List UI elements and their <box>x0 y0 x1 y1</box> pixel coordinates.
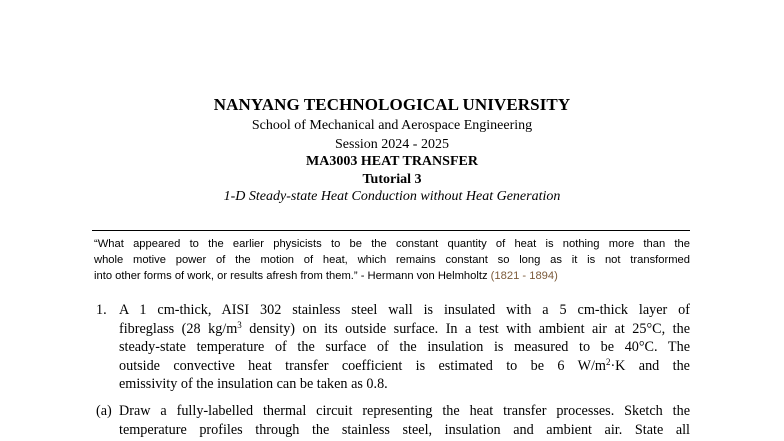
tutorial-subtitle: 1-D Steady-state Heat Conduction without Heat Generation <box>223 189 561 204</box>
quote-line <box>94 268 690 284</box>
helmholtz-quote <box>94 236 690 284</box>
session-label: Session 2024 - 2025 <box>335 137 449 152</box>
part-line: temperature profiles through the stainless steel, insulation and ambient air. State all <box>119 421 690 438</box>
part-text <box>119 402 690 439</box>
question-line: A 1 cm-thick, AISI 302 stainless steel wall is insulated with a 5 cm-thick layer of <box>119 302 690 318</box>
course-title: MA3003 HEAT TRANSFER <box>306 154 478 169</box>
part-line: Draw a fully-labelled thermal circuit representing the heat transfer processes. Sketch the <box>119 403 690 419</box>
quote-years: (1821 - 1894) <box>490 270 558 282</box>
quote-line: “What appeared to the earlier physicists to be the constant quantity of heat is nothing more than the <box>94 238 690 250</box>
text-fragment: outside convective heat transfer coefficient is estimated to be 6 W/m <box>119 357 606 374</box>
text-fragment: ·K and the <box>610 357 690 374</box>
quote-line: whole motive power of the motion of heat, which remains constant so long as it is not transformed <box>94 254 690 266</box>
superscript: 2 <box>605 356 611 367</box>
question-text <box>119 301 690 394</box>
part-label: (a) <box>96 403 112 419</box>
school-name: School of Mechanical and Aerospace Engineering <box>251 118 533 133</box>
question-1 <box>96 301 690 394</box>
question-number: 1. <box>96 302 107 318</box>
university-title: NANYANG TECHNOLOGICAL UNIVERSITY <box>213 95 571 114</box>
text-fragment: fibreglass (28 kg/m <box>119 320 238 337</box>
question-line <box>119 320 690 339</box>
question-line: steady-state temperature of the surface of the insulation is measured to be 40°C. The <box>119 339 690 355</box>
text-fragment: density) on its outside surface. In a test with ambient air at 25°C, the <box>241 320 690 337</box>
tutorial-number: Tutorial 3 <box>362 172 422 187</box>
divider-line <box>92 230 690 231</box>
quote-attribution: into other forms of work, or results afresh from them.” - Hermann von Helmholtz <box>94 270 491 282</box>
question-line <box>119 357 690 376</box>
question-1a <box>96 402 690 439</box>
superscript: 3 <box>237 319 242 330</box>
question-line: emissivity of the insulation can be taken as 0.8. <box>119 376 388 392</box>
